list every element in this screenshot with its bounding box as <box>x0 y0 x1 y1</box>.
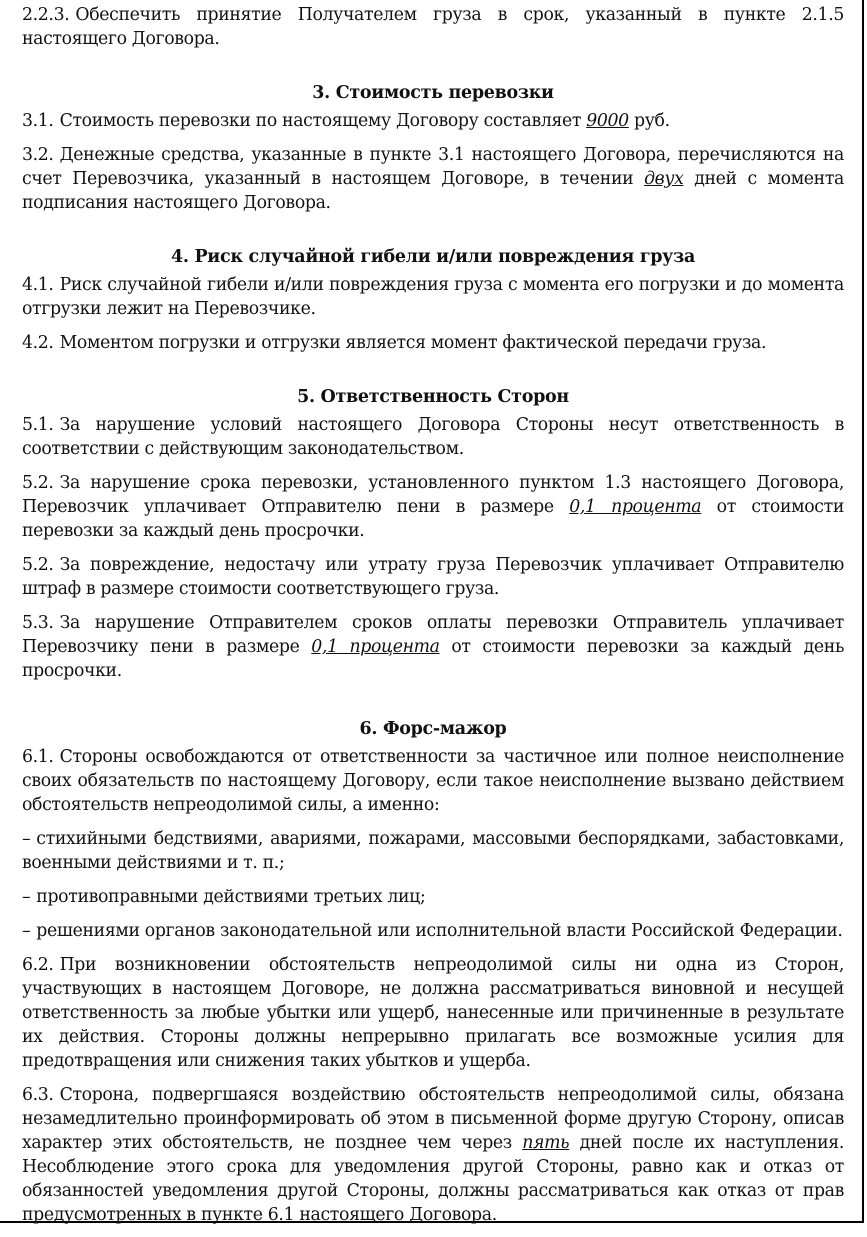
clause-3-2 <box>22 143 844 215</box>
clause-6-3 <box>22 1083 844 1227</box>
clause-text: Денежные средства, указанные в пункте 3.1 настоящего Договора, перечисляются на счет Перевозчика, указанный в настоящем Договоре, в течении <box>22 145 844 189</box>
clause-number: 6.3. <box>22 1085 54 1105</box>
clause-2-2-3 <box>22 3 844 51</box>
clause-4-2 <box>22 331 844 355</box>
clause-text: За нарушение условий настоящего Договора Стороны несут ответственность в соответствии с действующим законодательством. <box>22 415 844 459</box>
clause-emphasis-percent: 0,1 процента <box>311 637 440 657</box>
clause-number: 5.2. <box>22 555 54 575</box>
document-body <box>22 3 844 1237</box>
list-item-text: стихийными бедствиями, авариями, пожарами, массовыми беспорядками, забастовками, военными действиями и т. п.; <box>22 829 844 873</box>
clause-text-after: руб. <box>628 111 670 131</box>
clause-number: 2.2.3. <box>22 5 70 25</box>
list-item-third-parties <box>22 885 844 909</box>
clause-number: 5.2. <box>22 473 54 493</box>
clause-5-1 <box>22 413 844 461</box>
clause-number: 6.2. <box>22 955 54 975</box>
clause-emphasis-percent: 0,1 процента <box>569 497 702 517</box>
clause-5-2b <box>22 553 844 601</box>
clause-number: 3.1. <box>22 111 54 131</box>
dash-bullet: – <box>22 829 31 849</box>
clause-number: 5.1. <box>22 415 54 435</box>
dash-bullet: – <box>22 921 31 941</box>
clause-text: За нарушение срока перевозки, установленного пунктом 1.3 настоящего Договора, Перевозчик уплачивает Отправителю пени в размере <box>22 473 844 517</box>
clause-number: 5.3. <box>22 613 54 633</box>
clause-5-2a <box>22 471 844 543</box>
dash-bullet: – <box>22 887 31 907</box>
clause-text: Стоимость перевозки по настоящему Договору составляет <box>59 111 587 131</box>
clause-text: Риск случайной гибели и/или повреждения груза с момента его погрузки и до момента отгрузки лежит на Перевозчике. <box>22 275 844 319</box>
clause-emphasis-amount: 9000 <box>586 111 629 131</box>
section-heading-6: 6. Форс-мажор <box>359 719 507 739</box>
list-item-text: противоправными действиями третьих лиц; <box>36 887 426 907</box>
clause-text: За повреждение, недостачу или утрату груза Перевозчик уплачивает Отправителю штраф в размере стоимости соответствующего груза. <box>22 555 844 599</box>
clause-number: 6.1. <box>22 747 54 767</box>
clause-emphasis-days: двух <box>644 169 684 189</box>
clause-6-1 <box>22 745 844 817</box>
list-item-natural-disasters <box>22 827 844 875</box>
clause-text: Сторона, подвергшаяся воздействию обстоятельств непреодолимой силы, обязана незамедлительно проинформировать об этом в письменной форме другую Сторону, описав характер этих обстоятельств, не позднее чем через <box>22 1085 844 1153</box>
clause-5-3 <box>22 611 844 683</box>
clause-6-2 <box>22 953 844 1073</box>
clause-number: 4.2. <box>22 333 54 353</box>
clause-text-after: дней после их наступления. Несоблюдение этого срока для уведомления другой Стороны, равно как и отказ от обязанностей уведомления другой Стороны, должны рассматриваться как отказ от прав предусмотренных в пункте 6.1 настоящего Договора. <box>22 1133 844 1225</box>
clause-text: За нарушение Отправителем сроков оплаты перевозки Отправитель уплачивает Перевозчику пени в размере <box>22 613 844 657</box>
clause-emphasis-days: пять <box>522 1133 570 1153</box>
clause-text: Моментом погрузки и отгрузки является момент фактической передачи груза. <box>59 333 767 353</box>
clause-text: Обеспечить принятие Получателем груза в срок, указанный в пункте 2.1.5 настоящего Договора. <box>22 5 844 49</box>
clause-text-after: от стоимости перевозки за каждый день просрочки. <box>22 637 845 681</box>
section-heading-4: 4. Риск случайной гибели и/или повреждения груза <box>170 247 695 267</box>
clause-4-1 <box>22 273 844 321</box>
clause-number: 3.2. <box>22 145 54 165</box>
clause-number: 4.1. <box>22 275 54 295</box>
list-item-government-decisions <box>22 919 844 943</box>
section-heading-5: 5. Ответственность Сторон <box>297 387 569 407</box>
clause-text: Стороны освобождаются от ответственности за частичное или полное неисполнение своих обязательств по настоящему Договору, если такое неисполнение вызвано действием обстоятельств непреодолимой силы, а именно: <box>22 747 844 815</box>
list-item-text: решениями органов законодательной или исполнительной власти Российской Федерации. <box>36 921 843 941</box>
section-heading-3: 3. Стоимость перевозки <box>312 83 554 103</box>
clause-text-after: дней с момента подписания настоящего Договора. <box>22 169 844 213</box>
clause-3-1 <box>22 109 844 133</box>
clause-text: При возникновении обстоятельств непреодолимой силы ни одна из Сторон, участвующих в настоящем Договоре, не должна рассматриваться виновной и несущей ответственность за любые убытки или ущерб, нанесенные или причиненные в результате их действия. Стороны должны непрерывно прилагать все возможные усилия для предотвращения или снижения таких убытков и ущерба. <box>22 955 844 1071</box>
clause-text-after: от стоимости перевозки за каждый день просрочки. <box>22 497 845 541</box>
